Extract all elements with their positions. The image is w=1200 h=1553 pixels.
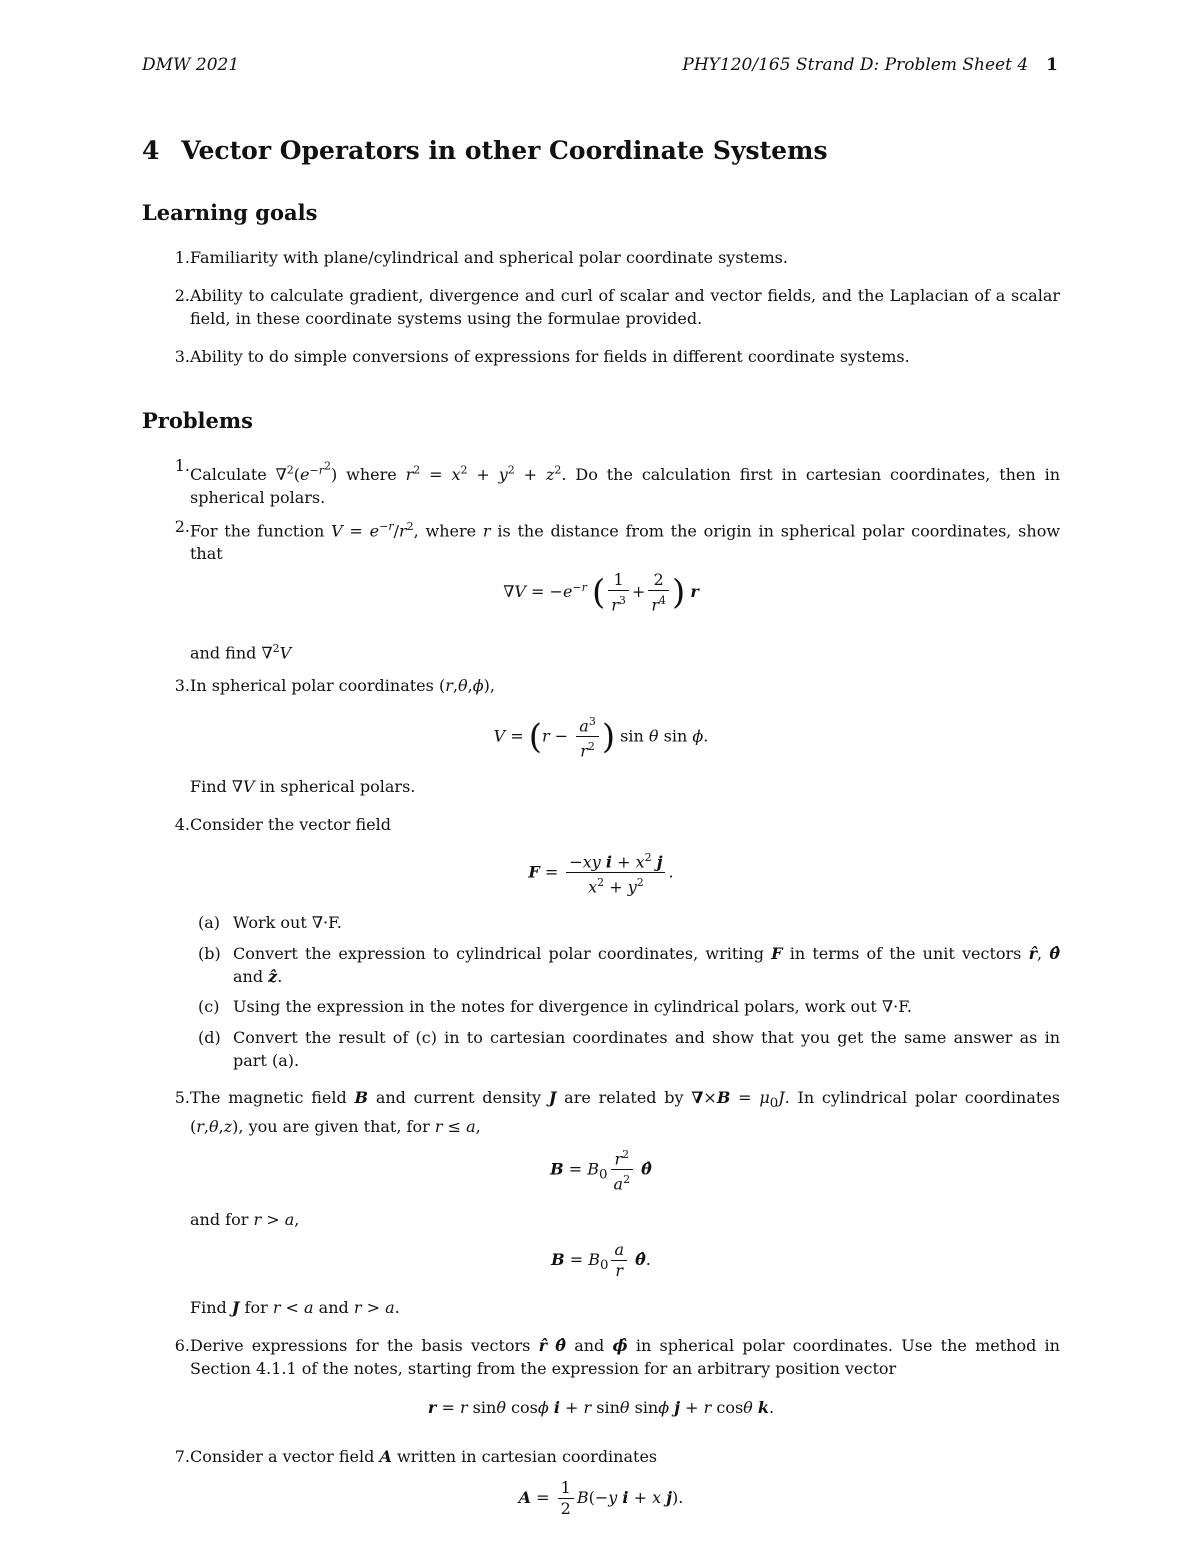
- equation-b-inside: $B = B_0$ $\frac{r^2}{a^2}$ θ̂: [142, 1145, 1060, 1195]
- equation-vector-field-f: F = $\frac{-xy i + x^2 j}{x^2 + y^2}$ .: [142, 848, 1060, 898]
- problem-4: 4. Consider the vector field: [174, 815, 392, 834]
- equation-position-vector: r = r sinθ cosϕ i + r sinθ sinϕ j + r cosθ k.: [427, 1398, 775, 1417]
- problems-heading: Problems: [142, 408, 253, 433]
- problem-6: 6. Derive expressions for the basis vectors r̂ θ̂ and ϕ̂ in spherical polar coordinates. Use the method in Section 4.1.1 of the notes, starting from the expression for an arbitrary position vector: [174, 1336, 1060, 1378]
- learning-goals-heading: Learning goals: [142, 200, 318, 225]
- problem-5-find: Find J for r < a and r > a.: [190, 1298, 400, 1317]
- goal-item: 3. Ability to do simple conversions of expressions for fields in different coordinate systems.: [174, 347, 910, 366]
- problem-4a: (a) Work out ∇·F.: [198, 913, 342, 932]
- problem-3-find: Find ∇V in spherical polars.: [190, 777, 416, 796]
- section-title: 4 Vector Operators in other Coordinate Systems: [142, 136, 828, 165]
- problem-5-mid: and for r > a,: [190, 1210, 300, 1229]
- header-left: DMW 2021: [142, 55, 240, 75]
- goal-item: 2. Ability to calculate gradient, divergence and curl of scalar and vector fields, and the Laplacian of a scalar field, in these coordinate systems using the formulae provided.: [174, 286, 1060, 328]
- problem-1: 1. Calculate $\nabla^2(e^{-r^2})$ where $r^2 = x^2 + y^2 + z^2$. Do the calculation first in cartesian coordinates, then in spherical polars.: [174, 456, 1061, 507]
- problem-4b: (b) Convert the expression to cylindrical polar coordinates, writing F in terms of the unit vectors r̂, θ̂ and ẑ.: [198, 944, 1060, 986]
- problem-4c: (c) Using the expression in the notes for divergence in cylindrical polars, work out ∇·F.: [198, 997, 912, 1016]
- header-right: [682, 55, 1058, 75]
- page-number: 1: [1046, 55, 1058, 75]
- equation-vector-field-a: A = $\frac{1}{2}$ B(−y i + x j).: [518, 1478, 684, 1518]
- problem-3: 3. In spherical polar coordinates (r,θ,ϕ),: [174, 676, 495, 695]
- problem-2-find: and find ∇$^2$V: [190, 642, 292, 663]
- equation-b-outside: $B = B_0$ $\frac{a}{r}$ θ̂.: [551, 1240, 651, 1280]
- problem-4d: (d) Convert the result of (c) in to cartesian coordinates and show that you get the same answer as in part (a).: [198, 1028, 1060, 1070]
- problem-2: 2. For the function $V = e^{-r}/r^2$, where r is the distance from the origin in spherical polar coordinates, show that: [174, 517, 1061, 564]
- equation-v-spherical: V = (r − $\frac{a^3}{r^2}$ ) sin θ sin ϕ.: [142, 712, 1060, 762]
- header-title: PHY120/165 Strand D: Problem Sheet 4: [682, 55, 1029, 75]
- equation-grad-v: $\nabla V = -e^{-r}$ ( $\frac{1}{r^3}$ + $\frac{2}{r^4}$ ) r: [503, 570, 699, 615]
- problem-5: 5. The magnetic field B and current density J are related by $\nabla\times B = \mu_0J$. In cylindrical polar coordinates (r,θ,z), you are given that, for r ≤ a,: [174, 1088, 1060, 1137]
- problem-7: 7. Consider a vector field A written in cartesian coordinates: [174, 1447, 658, 1466]
- goal-item: 1. Familiarity with plane/cylindrical and spherical polar coordinate systems.: [174, 248, 788, 267]
